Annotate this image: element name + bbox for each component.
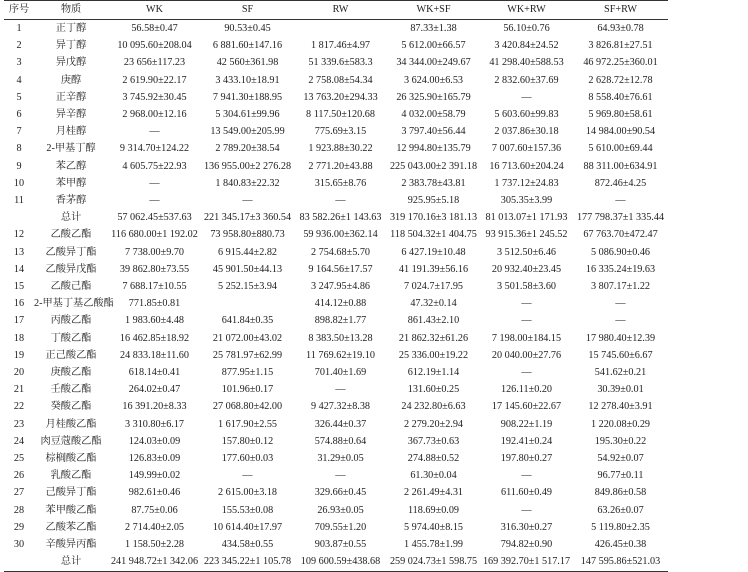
cell-index: 19 xyxy=(13,349,25,361)
cell-rw: 329.66±0.45 xyxy=(314,487,367,499)
cell-sf-rw: 5 119.80±2.35 xyxy=(591,521,650,533)
cell-wk-rw: 2 832.60±37.69 xyxy=(494,74,559,86)
cell-sf: 25 781.97±62.99 xyxy=(212,349,283,361)
cell-rw: 1 923.88±30.22 xyxy=(308,143,373,155)
cell-sf-rw: 63.26±0.07 xyxy=(597,504,644,516)
cell-sf: 5 304.61±99.96 xyxy=(215,109,280,121)
table-row xyxy=(4,72,668,89)
cell-wk-sf: 41 191.39±56.16 xyxy=(398,263,469,275)
cell-sf-rw: — xyxy=(615,195,626,207)
cell-sf-rw: 96.77±0.11 xyxy=(597,470,644,482)
cell-substance: 月桂酸乙酯 xyxy=(45,418,97,430)
table-body xyxy=(4,20,668,572)
cell-sf-rw: 147 595.86±521.03 xyxy=(573,553,668,571)
cell-wk-rw: — xyxy=(521,470,532,482)
cell-wk-rw: 169 392.70±1 517.17 xyxy=(480,553,573,571)
cell-wk-sf: 7 024.7±17.95 xyxy=(403,281,464,293)
cell-wk: — xyxy=(149,177,160,189)
cell-substance: 苯乙醇 xyxy=(55,160,87,172)
cell-substance: 丙酸乙酯 xyxy=(50,315,92,327)
cell-wk-sf: 3 624.00±6.53 xyxy=(403,74,464,86)
cell-wk: 982.61±0.46 xyxy=(128,487,181,499)
cell-wk-rw: 611.60±0.49 xyxy=(500,487,553,499)
cell-substance: 总计 xyxy=(60,212,82,224)
cell-substance: 壬酸乙酯 xyxy=(50,384,92,396)
cell-wk-rw: 93 915.36±1 245.52 xyxy=(485,229,568,241)
cell-rw: 109 600.59±438.68 xyxy=(294,553,387,571)
cell-sf: 13 549.00±205.99 xyxy=(210,126,285,138)
cell-substance: 辛酸异丙酯 xyxy=(45,539,97,551)
cell-rw: 2 754.68±5.70 xyxy=(310,246,371,258)
cell-rw: 9 164.56±17.57 xyxy=(308,263,373,275)
cell-wk-sf: 6 427.19±10.48 xyxy=(401,246,466,258)
cell-wk-rw: 7 007.60±157.36 xyxy=(491,143,562,155)
cell-sf-rw: 16 335.24±19.63 xyxy=(585,263,656,275)
header-index: 序号 xyxy=(4,1,34,20)
cell-wk-sf: 34 344.00±249.67 xyxy=(396,57,471,69)
cell-wk-rw: — xyxy=(521,315,532,327)
cell-wk-rw: 2 037.86±30.18 xyxy=(494,126,559,138)
cell-sf: 6 881.60±147.16 xyxy=(212,40,283,52)
cell-index: 14 xyxy=(13,263,25,275)
cell-index: 23 xyxy=(13,418,25,430)
cell-sf: 6 915.44±2.82 xyxy=(217,246,278,258)
cell-sf: 155.53±0.08 xyxy=(221,504,274,516)
cell-index: 28 xyxy=(13,504,25,516)
cell-wk-rw: 7 198.00±184.15 xyxy=(491,332,562,344)
cell-wk-rw: 16 713.60±204.24 xyxy=(489,160,564,172)
cell-wk: 2 968.00±12.16 xyxy=(122,109,187,121)
cell-index: 16 xyxy=(13,298,25,310)
cell-wk: 3 745.92±30.45 xyxy=(122,91,187,103)
cell-rw xyxy=(294,20,387,38)
cell-wk-sf: 5 974.40±8.15 xyxy=(403,521,464,533)
cell-wk: 57 062.45±537.63 xyxy=(117,212,192,224)
header-wk-rw: WK+RW xyxy=(480,1,573,20)
table-row xyxy=(4,89,668,106)
cell-wk: 1 158.50±2.28 xyxy=(124,539,185,551)
cell-wk-sf: 2 261.49±4.31 xyxy=(403,487,464,499)
cell-wk-sf: 259 024.73±1 598.75 xyxy=(387,553,480,571)
cell-rw: 59 936.00±362.14 xyxy=(303,229,378,241)
cell-rw: — xyxy=(335,470,346,482)
cell-sf: 45 901.50±44.13 xyxy=(212,263,283,275)
cell-sf: 221 345.17±3 360.54 xyxy=(203,212,292,224)
table-row xyxy=(4,295,668,312)
cell-sf: 21 072.00±43.02 xyxy=(212,332,283,344)
cell-substance: 乳酸乙酯 xyxy=(50,470,92,482)
table-row xyxy=(4,450,668,467)
table-row xyxy=(4,20,668,38)
cell-rw: 903.87±0.55 xyxy=(314,539,367,551)
cell-index: 12 xyxy=(13,229,25,241)
cell-rw: 9 427.32±8.38 xyxy=(310,401,371,413)
cell-index: 6 xyxy=(16,109,22,121)
cell-sf-rw: 5 610.00±69.44 xyxy=(588,143,653,155)
cell-substance: 乙酸己酯 xyxy=(50,281,92,293)
cell-wk: 24 833.18±11.60 xyxy=(120,349,189,361)
cell-wk: 771.85±0.81 xyxy=(128,298,181,310)
cell-sf: — xyxy=(242,195,253,207)
table-row xyxy=(4,106,668,123)
cell-rw: 1 817.46±4.97 xyxy=(310,40,371,52)
cell-rw: 775.69±3.15 xyxy=(314,126,367,138)
cell-index: 7 xyxy=(16,126,22,138)
cell-wk-sf: 24 232.80±6.63 xyxy=(401,401,466,413)
cell-substance: 庚酸乙酯 xyxy=(50,367,92,379)
cell-wk: 264.02±0.47 xyxy=(128,384,181,396)
cell-substance: 香茅醇 xyxy=(55,195,87,207)
cell-wk-sf: 612.19±1.14 xyxy=(407,367,460,379)
cell-index: 9 xyxy=(16,160,22,172)
cell-wk-sf: 5 612.00±66.57 xyxy=(401,40,466,52)
header-wk-sf: WK+SF xyxy=(387,1,480,20)
cell-wk-rw: 41 298.40±588.53 xyxy=(489,57,564,69)
cell-wk: 9 314.70±124.22 xyxy=(119,143,190,155)
cell-index: 8 xyxy=(16,143,22,155)
cell-substance: 月桂醇 xyxy=(55,126,87,138)
cell-wk-sf: 3 797.40±56.44 xyxy=(401,126,466,138)
cell-sf: 101.96±0.17 xyxy=(221,384,274,396)
cell-wk: 7 688.17±10.55 xyxy=(122,281,187,293)
cell-wk-sf: 925.95±5.18 xyxy=(407,195,460,207)
cell-wk: 241 948.72±1 342.06 xyxy=(108,553,201,571)
cell-rw: 8 117.50±120.68 xyxy=(306,109,375,121)
cell-rw: 8 383.50±13.28 xyxy=(308,332,373,344)
cell-sf-rw: 17 980.40±12.39 xyxy=(585,332,656,344)
cell-rw: — xyxy=(335,384,346,396)
cell-sf: 2 615.00±3.18 xyxy=(217,487,278,499)
table-row xyxy=(4,244,668,261)
cell-rw: 83 582.26±1 143.63 xyxy=(299,212,382,224)
cell-wk: 124.03±0.09 xyxy=(128,435,181,447)
cell-rw: 709.55±1.20 xyxy=(314,521,367,533)
cell-sf: 177.60±0.03 xyxy=(221,453,274,465)
cell-wk-rw: — xyxy=(521,91,532,103)
cell-substance: 异辛醇 xyxy=(55,109,87,121)
cell-wk-sf: 131.60±0.25 xyxy=(407,384,460,396)
cell-rw: 898.82±1.77 xyxy=(314,315,367,327)
cell-rw: 2 771.20±43.88 xyxy=(308,160,373,172)
cell-index: 29 xyxy=(13,521,25,533)
cell-index xyxy=(4,553,34,571)
cell-sf-rw: 5 969.80±58.61 xyxy=(588,109,653,121)
cell-rw: 11 769.62±19.10 xyxy=(306,349,375,361)
cell-sf: 223 345.22±1 105.78 xyxy=(201,553,294,571)
cell-index: 22 xyxy=(13,401,25,413)
header-rw: RW xyxy=(294,1,387,20)
cell-wk: 4 605.75±22.93 xyxy=(122,160,187,172)
cell-index: 13 xyxy=(13,246,25,258)
cell-wk-rw: 1 737.12±24.83 xyxy=(494,177,559,189)
cell-index: 26 xyxy=(13,470,25,482)
cell-wk-sf: 118.69±0.09 xyxy=(407,504,460,516)
cell-substance: 丁酸乙酯 xyxy=(50,332,92,344)
cell-wk-sf: 25 336.00±19.22 xyxy=(398,349,469,361)
cell-sf: 157.80±0.12 xyxy=(221,435,274,447)
cell-wk-rw: 126.11±0.20 xyxy=(500,384,553,396)
cell-wk-sf: 2 279.20±2.94 xyxy=(403,418,464,430)
cell-substance: 肉豆蔻酸乙酯 xyxy=(40,435,102,447)
cell-sf-rw: 67 763.70±472.47 xyxy=(583,229,658,241)
cell-wk-sf: 2 383.78±43.81 xyxy=(401,177,466,189)
table-row xyxy=(4,536,668,553)
header-substance: 物质 xyxy=(34,1,108,20)
cell-sf xyxy=(201,295,294,312)
cell-index xyxy=(4,209,34,226)
cell-sf: 2 789.20±38.54 xyxy=(215,143,280,155)
cell-wk: 149.99±0.02 xyxy=(128,470,181,482)
table-row xyxy=(4,347,668,364)
cell-sf-rw: 88 311.00±634.91 xyxy=(583,160,658,172)
cell-sf: 42 560±361.98 xyxy=(216,57,279,69)
table-row xyxy=(4,226,668,243)
cell-rw: 315.65±8.76 xyxy=(314,177,367,189)
cell-wk-sf: 861.43±2.10 xyxy=(407,315,460,327)
cell-sf-rw: 872.46±4.25 xyxy=(594,177,647,189)
table-header-row xyxy=(4,1,668,20)
cell-substance: 乙酸苯乙酯 xyxy=(45,521,97,533)
cell-substance: 正己酸乙酯 xyxy=(45,349,97,361)
cell-sf-rw: 541.62±0.21 xyxy=(594,367,647,379)
cell-wk-rw: 5 603.60±99.83 xyxy=(494,109,559,121)
cell-wk: 116 680.00±1 192.02 xyxy=(111,229,198,241)
cell-substance: 正丁醇 xyxy=(55,23,87,34)
cell-rw: 3 247.95±4.86 xyxy=(310,281,371,293)
cell-substance: 癸酸乙酯 xyxy=(50,401,92,413)
cell-wk-rw: 20 040.00±27.76 xyxy=(491,349,562,361)
cell-wk-rw: 192.41±0.24 xyxy=(500,435,553,447)
cell-rw: 31.29±0.05 xyxy=(317,453,364,465)
cell-rw: 26.93±0.05 xyxy=(317,504,364,516)
cell-wk-rw: 3 501.58±3.60 xyxy=(496,281,557,293)
cell-sf: 434.58±0.55 xyxy=(221,539,274,551)
table-row xyxy=(4,330,668,347)
header-sf-rw: SF+RW xyxy=(573,1,668,20)
cell-wk-sf: 118 504.32±1 404.75 xyxy=(390,229,477,241)
cell-wk: 16 391.20±8.33 xyxy=(122,401,187,413)
cell-wk-rw: — xyxy=(521,504,532,516)
cell-wk: 16 462.85±18.92 xyxy=(119,332,190,344)
data-table xyxy=(4,0,668,572)
header-sf: SF xyxy=(201,1,294,20)
cell-substance: 正辛醇 xyxy=(55,91,87,103)
table-row xyxy=(4,278,668,295)
table-row xyxy=(4,553,668,571)
cell-index: 10 xyxy=(13,177,25,189)
cell-sf: 877.95±1.15 xyxy=(221,367,274,379)
cell-rw: 51 339.6±583.3 xyxy=(308,57,373,69)
cell-sf-rw: 177 798.37±1 335.44 xyxy=(576,212,665,224)
cell-wk-rw: 56.10±0.76 xyxy=(503,23,550,34)
cell-substance: 异丁醇 xyxy=(55,40,87,52)
cell-sf-rw: — xyxy=(615,298,626,310)
cell-sf: 1 617.90±2.55 xyxy=(217,418,278,430)
cell-index: 1 xyxy=(16,23,22,34)
header-wk: WK xyxy=(108,1,201,20)
cell-sf-rw: 2 628.72±12.78 xyxy=(588,74,653,86)
cell-wk: 56.58±0.47 xyxy=(131,23,178,34)
cell-wk-rw: 794.82±0.90 xyxy=(500,539,553,551)
cell-wk-rw: — xyxy=(521,367,532,379)
cell-rw: 414.12±0.88 xyxy=(314,298,367,310)
cell-wk: — xyxy=(149,126,160,138)
cell-substance: 2-甲基丁醇 xyxy=(46,143,96,155)
cell-rw: 2 758.08±54.34 xyxy=(308,74,373,86)
cell-sf: 10 614.40±17.97 xyxy=(212,521,283,533)
table-row xyxy=(4,381,668,398)
table-row xyxy=(4,502,668,519)
cell-wk: 87.75±0.06 xyxy=(131,504,178,516)
cell-substance: 苯甲醇 xyxy=(55,177,87,189)
cell-wk-rw: 3 512.50±6.46 xyxy=(496,246,557,258)
cell-wk: 3 310.80±6.17 xyxy=(124,418,185,430)
cell-wk-sf: 274.88±0.52 xyxy=(407,453,460,465)
cell-index: 17 xyxy=(13,315,25,327)
cell-wk-sf: 1 455.78±1.99 xyxy=(403,539,464,551)
cell-wk: 23 656±117.23 xyxy=(123,57,186,69)
table-row xyxy=(4,467,668,484)
table-row xyxy=(4,140,668,157)
cell-sf: 3 433.10±18.91 xyxy=(215,74,280,86)
cell-sf: 5 252.15±3.94 xyxy=(217,281,278,293)
cell-wk: 618.14±0.41 xyxy=(128,367,181,379)
cell-wk-sf: 12 994.80±135.79 xyxy=(396,143,471,155)
cell-sf: 641.84±0.35 xyxy=(221,315,274,327)
cell-wk-rw: 20 932.40±23.45 xyxy=(491,263,562,275)
cell-index: 21 xyxy=(13,384,25,396)
cell-wk-rw: 197.80±0.27 xyxy=(500,453,553,465)
cell-wk: 1 983.60±4.48 xyxy=(124,315,185,327)
cell-rw: — xyxy=(335,195,346,207)
cell-index: 11 xyxy=(14,195,24,207)
cell-sf-rw: 64.93±0.78 xyxy=(597,23,644,34)
cell-rw: 574.88±0.64 xyxy=(314,435,367,447)
cell-rw: 13 763.20±294.33 xyxy=(303,91,378,103)
cell-index: 25 xyxy=(13,453,25,465)
cell-wk-sf: 225 043.00±2 391.18 xyxy=(389,160,478,172)
table-row xyxy=(4,364,668,381)
cell-wk: 39 862.80±73.55 xyxy=(119,263,190,275)
cell-sf-rw: 1 220.08±0.29 xyxy=(590,418,651,430)
cell-wk: 2 714.40±2.05 xyxy=(124,521,185,533)
cell-index: 5 xyxy=(16,91,22,103)
cell-index: 30 xyxy=(13,539,25,551)
cell-wk-rw: 908.22±1.19 xyxy=(500,418,553,430)
cell-sf-rw: 30.39±0.01 xyxy=(597,384,644,396)
cell-sf-rw: 195.30±0.22 xyxy=(594,435,647,447)
cell-sf-rw: 15 745.60±6.67 xyxy=(588,349,653,361)
cell-sf-rw: 8 558.40±76.61 xyxy=(588,91,653,103)
table-row xyxy=(4,123,668,140)
cell-sf: 7 941.30±188.95 xyxy=(212,91,283,103)
cell-sf-rw: 46 972.25±360.01 xyxy=(583,57,658,69)
table-row xyxy=(4,209,668,226)
cell-rw: 701.40±1.69 xyxy=(314,367,367,379)
table-row xyxy=(4,519,668,536)
table-row xyxy=(4,175,668,192)
cell-wk: 10 095.60±208.04 xyxy=(117,40,192,52)
table-row xyxy=(4,261,668,278)
cell-substance: 2-甲基丁基乙酸酯 xyxy=(34,298,114,310)
cell-index: 15 xyxy=(13,281,25,293)
cell-wk-rw: 3 420.84±24.52 xyxy=(494,40,559,52)
cell-index: 20 xyxy=(13,367,25,379)
cell-index: 3 xyxy=(16,57,22,69)
cell-sf-rw: 849.86±0.58 xyxy=(594,487,647,499)
cell-substance: 庚醇 xyxy=(60,74,82,86)
cell-wk-rw: 81 013.07±1 171.93 xyxy=(485,212,568,224)
cell-wk-sf: 26 325.90±165.79 xyxy=(396,91,471,103)
cell-wk: 2 619.90±22.17 xyxy=(122,74,187,86)
cell-substance: 异戊醇 xyxy=(55,57,87,69)
cell-substance: 乙酸异戊酯 xyxy=(45,263,97,275)
cell-sf-rw: 426.45±0.38 xyxy=(594,539,647,551)
cell-rw: 326.44±0.37 xyxy=(314,418,367,430)
cell-wk-rw: — xyxy=(521,298,532,310)
cell-wk: — xyxy=(149,195,160,207)
cell-sf-rw: 3 826.81±27.51 xyxy=(588,40,653,52)
cell-substance: 苯甲酸乙酯 xyxy=(45,504,97,516)
cell-index: 18 xyxy=(13,332,25,344)
table-row xyxy=(4,192,668,209)
cell-wk: 7 738.00±9.70 xyxy=(124,246,185,258)
cell-wk-sf: 319 170.16±3 181.13 xyxy=(389,212,478,224)
cell-substance: 乙酸异丁酯 xyxy=(45,246,97,258)
cell-wk-sf: 21 862.32±61.26 xyxy=(398,332,469,344)
cell-sf: 136 955.00±2 276.28 xyxy=(203,160,292,172)
cell-sf-rw: 54.92±0.07 xyxy=(597,453,644,465)
table-row xyxy=(4,433,668,450)
cell-index: 2 xyxy=(16,40,22,52)
cell-sf-rw: 14 984.00±90.54 xyxy=(585,126,656,138)
cell-wk-sf: 47.32±0.14 xyxy=(410,298,457,310)
cell-wk-rw: 305.35±3.99 xyxy=(500,195,553,207)
cell-substance: 乙酸乙酯 xyxy=(50,229,92,241)
cell-wk-sf: 61.30±0.04 xyxy=(410,470,457,482)
cell-wk-sf: 367.73±0.63 xyxy=(407,435,460,447)
table-row xyxy=(4,312,668,329)
cell-index: 27 xyxy=(13,487,25,499)
cell-sf: 1 840.83±22.32 xyxy=(215,177,280,189)
cell-index: 24 xyxy=(13,435,25,447)
cell-substance: 己酸异丁酯 xyxy=(45,487,97,499)
cell-wk-rw: 316.30±0.27 xyxy=(500,521,553,533)
cell-sf-rw: — xyxy=(615,315,626,327)
cell-sf-rw: 12 278.40±3.91 xyxy=(588,401,653,413)
table-row xyxy=(4,484,668,501)
table-row xyxy=(4,54,668,71)
table-row xyxy=(4,398,668,415)
cell-substance: 棕榈酸乙酯 xyxy=(45,453,97,465)
table-row xyxy=(4,416,668,433)
cell-sf-rw: 5 086.90±0.46 xyxy=(590,246,651,258)
cell-wk-sf: 87.33±1.38 xyxy=(410,23,457,34)
cell-sf: 90.53±0.45 xyxy=(224,23,271,34)
cell-sf-rw: 3 807.17±1.22 xyxy=(590,281,651,293)
cell-wk-sf: 4 032.00±58.79 xyxy=(401,109,466,121)
cell-wk-rw: 17 145.60±22.67 xyxy=(491,401,562,413)
cell-sf: 73 958.80±880.73 xyxy=(210,229,285,241)
cell-sf: — xyxy=(242,470,253,482)
cell-substance: 总计 xyxy=(34,553,108,571)
cell-sf: 27 068.80±42.00 xyxy=(212,401,283,413)
table-row xyxy=(4,37,668,54)
cell-index: 4 xyxy=(16,74,22,86)
table-row xyxy=(4,158,668,175)
cell-wk: 126.83±0.09 xyxy=(128,453,181,465)
